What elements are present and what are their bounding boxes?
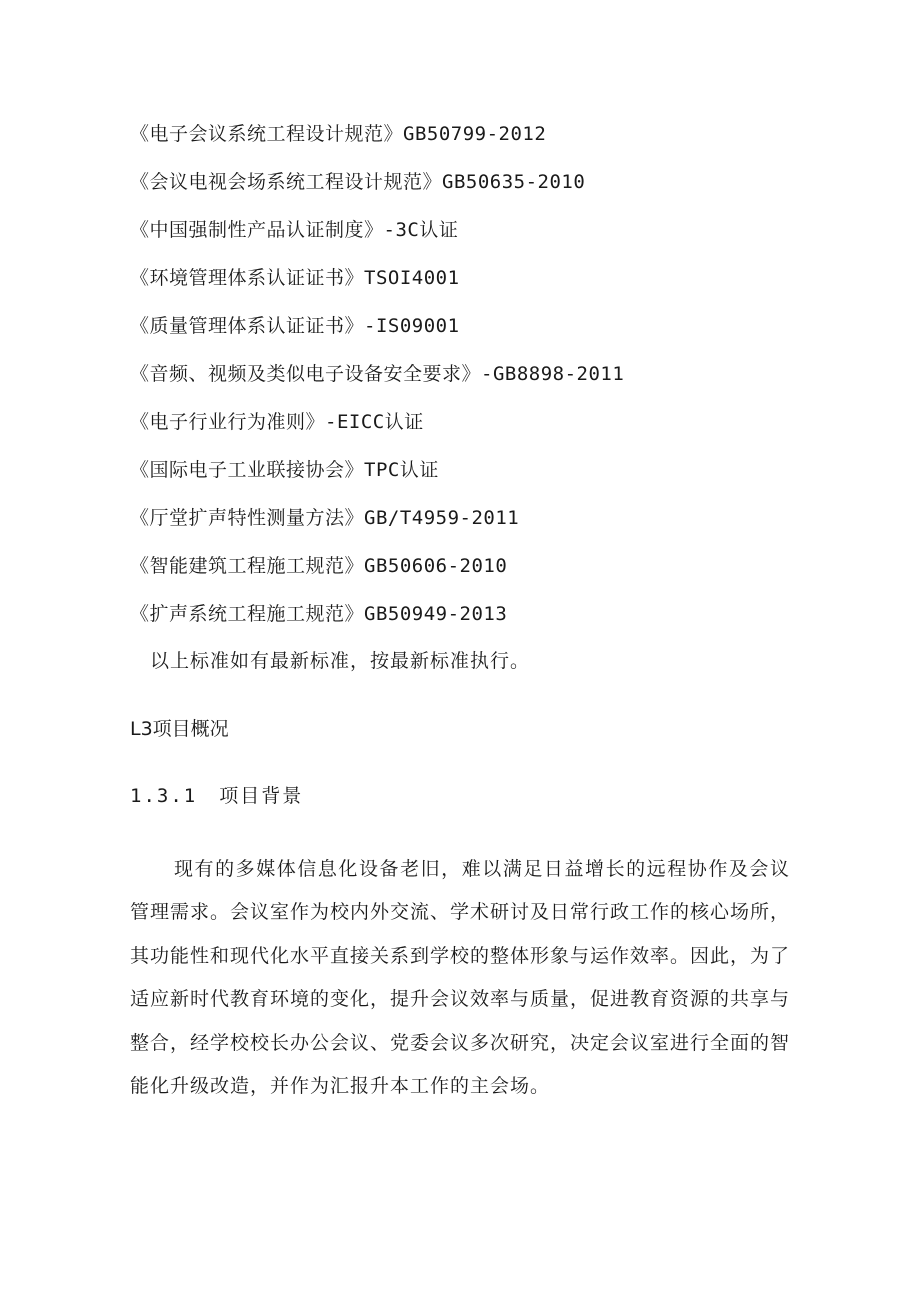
standard-item: 《国际电子工业联接协会》TPC认证 <box>130 459 439 481</box>
subsection-title: 项目背景 <box>219 785 304 807</box>
standard-item: 《扩声系统工程施工规范》GB50949-2013 <box>130 603 508 625</box>
standard-item: 《电子会议系统工程设计规范》GB50799-2012 <box>130 123 547 145</box>
standard-item: 《智能建筑工程施工规范》GB50606-2010 <box>130 555 508 577</box>
subsection-number: 1.3.1 <box>130 785 198 807</box>
standard-item: 《质量管理体系认证证书》-IS09001 <box>130 315 460 337</box>
standard-item: 《电子行业行为准则》-EICC认证 <box>130 411 424 433</box>
section-heading: L3项目概况 <box>130 718 229 740</box>
subsection-heading <box>130 780 303 812</box>
background-paragraph: 现有的多媒体信息化设备老旧，难以满足日益增长的远程协作及会议管理需求。会议室作为校内外交流、学术研讨及日常行政工作的核心场所，其功能性和现代化水平直接关系到学校的整体形象与运作效率。因此，为了适应新时代教育环境的变化，提升会议效率与质量，促进教育资源的共享与整合，经学校校长办公会议、党委会议多次研究，决定会议室进行全面的智能化升级改造，并作为汇报升本工作的主会场。 <box>130 858 791 1098</box>
standard-item: 《音频、视频及类似电子设备安全要求》-GB8898-2011 <box>130 363 625 385</box>
standards-list <box>130 118 624 646</box>
standards-note: 以上标准如有最新标准，按最新标准执行。 <box>150 650 531 672</box>
standard-item: 《中国强制性产品认证制度》-3C认证 <box>130 219 459 241</box>
standard-item: 《厅堂扩声特性测量方法》GB/T4959-2011 <box>130 507 520 529</box>
standard-item: 《环境管理体系认证证书》TSOI4001 <box>130 267 460 289</box>
standard-item: 《会议电视会场系统工程设计规范》GB50635-2010 <box>130 171 586 193</box>
